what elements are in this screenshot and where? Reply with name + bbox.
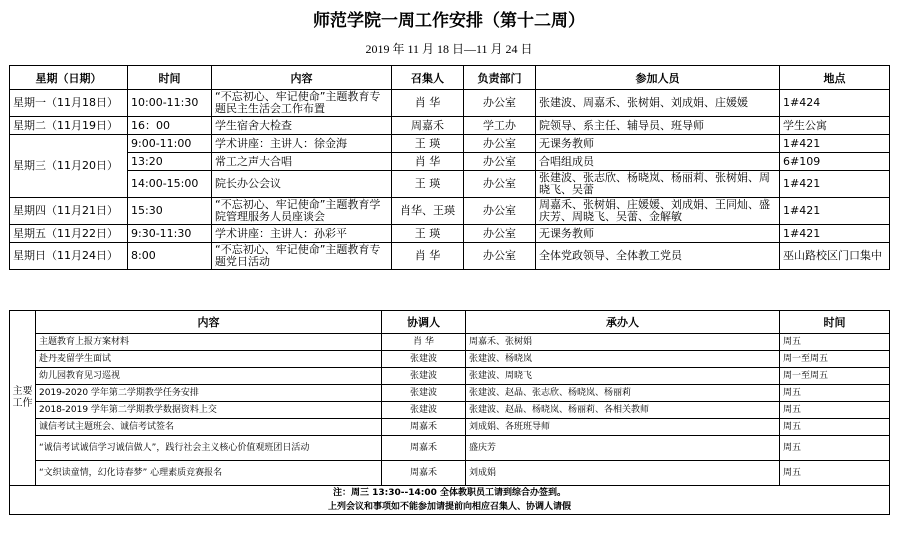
content-cell: 学术讲座：主讲人：徐金海 — [212, 135, 392, 153]
day-cell: 星期日（11月24日） — [10, 243, 128, 270]
handler-cell: 刘成娟 — [466, 461, 780, 486]
table-row — [10, 171, 890, 198]
content-cell: 院长办公会议 — [212, 171, 392, 198]
table-row — [10, 402, 890, 419]
table-row — [10, 461, 890, 486]
task-time-cell: 周五 — [780, 461, 890, 486]
place-cell: 学生公寓 — [780, 117, 890, 135]
place-cell: 6#109 — [780, 153, 890, 171]
place-cell: 1#421 — [780, 135, 890, 153]
task-time-cell: 周五 — [780, 385, 890, 402]
table-row — [10, 90, 890, 117]
place-cell: 1#424 — [780, 90, 890, 117]
header-content: 内容 — [36, 311, 382, 334]
place-cell: 1#421 — [780, 171, 890, 198]
convener-cell: 周嘉禾 — [392, 117, 464, 135]
header-content: 内容 — [212, 66, 392, 90]
handler-cell: 张建波、杨晓岚 — [466, 351, 780, 368]
day-cell: 星期二（11月19日） — [10, 117, 128, 135]
content-cell: 学生宿舍大检查 — [212, 117, 392, 135]
dept-cell: 学工办 — [464, 117, 536, 135]
header-convener: 召集人 — [392, 66, 464, 90]
table-row — [10, 385, 890, 402]
task-content-cell: 2019-2020 学年第二学期教学任务安排 — [36, 385, 382, 402]
page-title: 师范学院一周工作安排（第十二周） — [313, 11, 585, 31]
table-row — [10, 351, 890, 368]
time-cell: 8:00 — [128, 243, 212, 270]
schedule-header-row — [10, 66, 890, 90]
task-time-cell: 周五 — [780, 436, 890, 461]
attendees-cell: 张建波、周嘉禾、张树娟、刘成娟、庄媛媛 — [536, 90, 780, 117]
header-place: 地点 — [780, 66, 890, 90]
day-cell: 星期三（11月20日） — [10, 135, 128, 198]
footnote — [10, 486, 890, 515]
table-row — [10, 436, 890, 461]
task-time-cell: 周五 — [780, 334, 890, 351]
convener-cell: 肖 华 — [392, 243, 464, 270]
handler-cell: 张建波、赵晶、张志欣、杨晓岚、杨丽莉 — [466, 385, 780, 402]
coordinator-cell: 周嘉禾 — [382, 461, 466, 486]
attendees-cell: 全体党政领导、全体教工党员 — [536, 243, 780, 270]
time-cell: 14:00-15:00 — [128, 171, 212, 198]
handler-cell: 周嘉禾、张树娟 — [466, 334, 780, 351]
tasks-header-row — [10, 311, 890, 334]
header-attendees: 参加人员 — [536, 66, 780, 90]
coordinator-cell: 周嘉禾 — [382, 419, 466, 436]
task-time-cell: 周五 — [780, 402, 890, 419]
header-time: 时间 — [128, 66, 212, 90]
table-row — [10, 153, 890, 171]
place-cell: 1#421 — [780, 198, 890, 225]
table-row — [10, 334, 890, 351]
attendees-cell: 无课务教师 — [536, 225, 780, 243]
day-cell: 星期四（11月21日） — [10, 198, 128, 225]
attendees-cell: 周嘉禾、张树娟、庄媛媛、刘成娟、王同灿、盛庆芳、周晓飞、吴蕾、金解敏 — [536, 198, 780, 225]
convener-cell: 王 瑛 — [392, 171, 464, 198]
dept-cell: 办公室 — [464, 90, 536, 117]
table-row — [10, 198, 890, 225]
convener-cell: 肖华、王瑛 — [392, 198, 464, 225]
time-cell: 9:30-11:30 — [128, 225, 212, 243]
table-row — [10, 368, 890, 385]
content-cell: 常工之声大合唱 — [212, 153, 392, 171]
place-cell: 巫山路校区门口集中 — [780, 243, 890, 270]
dept-cell: 办公室 — [464, 171, 536, 198]
time-cell: 16：00 — [128, 117, 212, 135]
dept-cell: 办公室 — [464, 198, 536, 225]
day-cell: 星期一（11月18日） — [10, 90, 128, 117]
content-cell: 学术讲座：主讲人：孙彩平 — [212, 225, 392, 243]
schedule-table — [9, 65, 890, 270]
coordinator-cell: 张建波 — [382, 351, 466, 368]
coordinator-cell: 张建波 — [382, 385, 466, 402]
attendees-cell: 合唱组成员 — [536, 153, 780, 171]
coordinator-cell: 张建波 — [382, 402, 466, 419]
task-time-cell: 周五 — [780, 419, 890, 436]
header-day: 星期（日期） — [10, 66, 128, 90]
handler-cell: 盛庆芳 — [466, 436, 780, 461]
task-content-cell: “诚信考试诚信学习诚信做人”，践行社会主义核心价值观班团日活动 — [36, 436, 382, 461]
content-cell: “不忘初心、牢记使命”主题教育专题民主生活会工作布置 — [212, 90, 392, 117]
note-line-2: 上列会议和事项如不能参加请提前向相应召集人、协调人请假 — [327, 502, 571, 512]
task-content-cell: “文织读童情，幻化诗春梦” 心理素质竞赛报名 — [36, 461, 382, 486]
dept-cell: 办公室 — [464, 243, 536, 270]
task-time-cell: 周一至周五 — [780, 368, 890, 385]
task-content-cell: 幼儿园教育见习巡视 — [36, 368, 382, 385]
dept-cell: 办公室 — [464, 153, 536, 171]
header-handler: 承办人 — [466, 311, 780, 334]
place-cell: 1#421 — [780, 225, 890, 243]
header-coordinator: 协调人 — [382, 311, 466, 334]
coordinator-cell: 张建波 — [382, 368, 466, 385]
table-row — [10, 225, 890, 243]
header-dept: 负责部门 — [464, 66, 536, 90]
table-row — [10, 135, 890, 153]
task-time-cell: 周一至周五 — [780, 351, 890, 368]
handler-cell: 张建波、周晓飞 — [466, 368, 780, 385]
task-content-cell: 诚信考试主题班会、诚信考试签名 — [36, 419, 382, 436]
task-content-cell: 赴丹麦留学生面试 — [36, 351, 382, 368]
convener-cell: 肖 华 — [392, 90, 464, 117]
table-row — [10, 419, 890, 436]
attendees-cell: 张建波、张志欣、杨晓岚、杨丽莉、张树娟、周晓飞、吴蕾 — [536, 171, 780, 198]
time-cell: 13:20 — [128, 153, 212, 171]
day-cell: 星期五（11月22日） — [10, 225, 128, 243]
table-row — [10, 117, 890, 135]
dept-cell: 办公室 — [464, 225, 536, 243]
table-row — [10, 243, 890, 270]
time-cell: 15:30 — [128, 198, 212, 225]
note-line-1: 注：周三 13:30--14:00 全体教职员工请到综合办签到。 — [332, 488, 567, 498]
convener-cell: 王 瑛 — [392, 135, 464, 153]
coordinator-cell: 肖 华 — [382, 334, 466, 351]
attendees-cell: 无课务教师 — [536, 135, 780, 153]
convener-cell: 王 瑛 — [392, 225, 464, 243]
task-content-cell: 主题教育上报方案材料 — [36, 334, 382, 351]
handler-cell: 张建波、赵晶、杨晓岚、杨丽莉、各相关教师 — [466, 402, 780, 419]
handler-cell: 刘成娟、各班班导师 — [466, 419, 780, 436]
time-cell: 9:00-11:00 — [128, 135, 212, 153]
content-cell: “不忘初心、牢记使命”主题教育学院管理服务人员座谈会 — [212, 198, 392, 225]
date-range: 2019 年 11 月 18 日—11 月 24 日 — [365, 42, 533, 56]
coordinator-cell: 周嘉禾 — [382, 436, 466, 461]
main-tasks-table — [9, 310, 890, 515]
side-label: 主要工作 — [10, 311, 36, 486]
attendees-cell: 院领导、系主任、辅导员、班导师 — [536, 117, 780, 135]
time-cell: 10:00-11:30 — [128, 90, 212, 117]
task-content-cell: 2018-2019 学年第二学期教学数据资料上交 — [36, 402, 382, 419]
convener-cell: 肖 华 — [392, 153, 464, 171]
header-time: 时间 — [780, 311, 890, 334]
note-row — [10, 486, 890, 515]
content-cell: “不忘初心、牢记使命”主题教育专题党日活动 — [212, 243, 392, 270]
dept-cell: 办公室 — [464, 135, 536, 153]
